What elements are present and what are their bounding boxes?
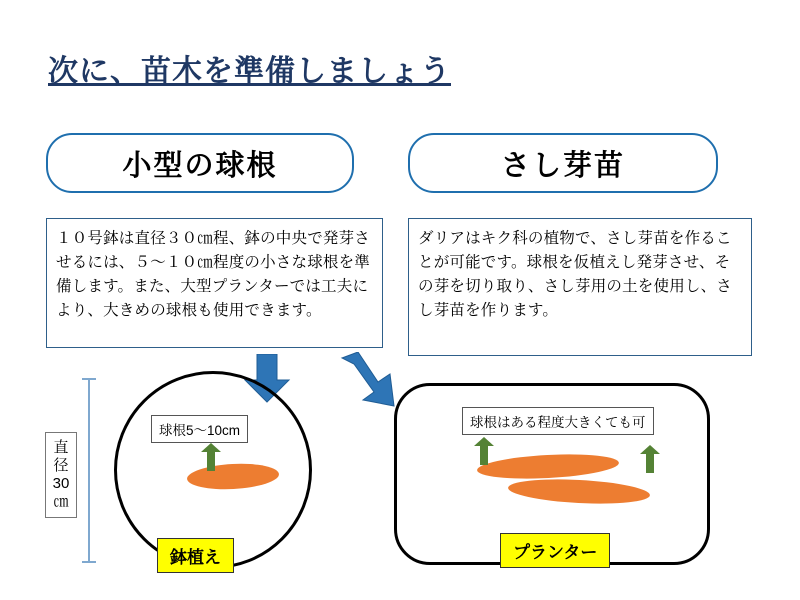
- note-box-pot: 球根5～10cm: [151, 415, 248, 443]
- dimension-line: [88, 378, 90, 563]
- dimension-cap-bottom: [82, 561, 96, 563]
- body-text-right: ダリアはキク科の植物で、さし芽苗を作ることが可能です。球根を仮植えし発芽させ、その芽を切り取り、さし芽用の土を使用し、さし芽苗を作ります。: [408, 218, 752, 356]
- note-box-planter: 球根はある程度大きくても可: [462, 407, 654, 435]
- dimension-cap-top: [82, 378, 96, 380]
- caption-pot: 鉢植え: [157, 538, 234, 573]
- sprout-arrow-icon: [473, 437, 495, 465]
- heading-box-right: [408, 133, 718, 193]
- sprout-arrow-icon: [639, 445, 661, 473]
- body-text-left: １０号鉢は直径３０㎝程、鉢の中央で発芽させるには、５～１０㎝程度の小さな球根を準備します。また、大型プランターでは工夫により、大きめの球根も使用できます。: [46, 218, 383, 348]
- heading-box-left: [46, 133, 354, 193]
- heading-left-label: 小型の球根: [122, 149, 278, 182]
- caption-planter: プランター: [500, 533, 610, 568]
- page-title: 次に、苗木を準備しましょう: [48, 55, 451, 88]
- heading-right-label: さし芽苗: [500, 149, 625, 182]
- sprout-arrow-icon: [200, 443, 222, 471]
- dimension-label: 直径30㎝: [45, 432, 77, 518]
